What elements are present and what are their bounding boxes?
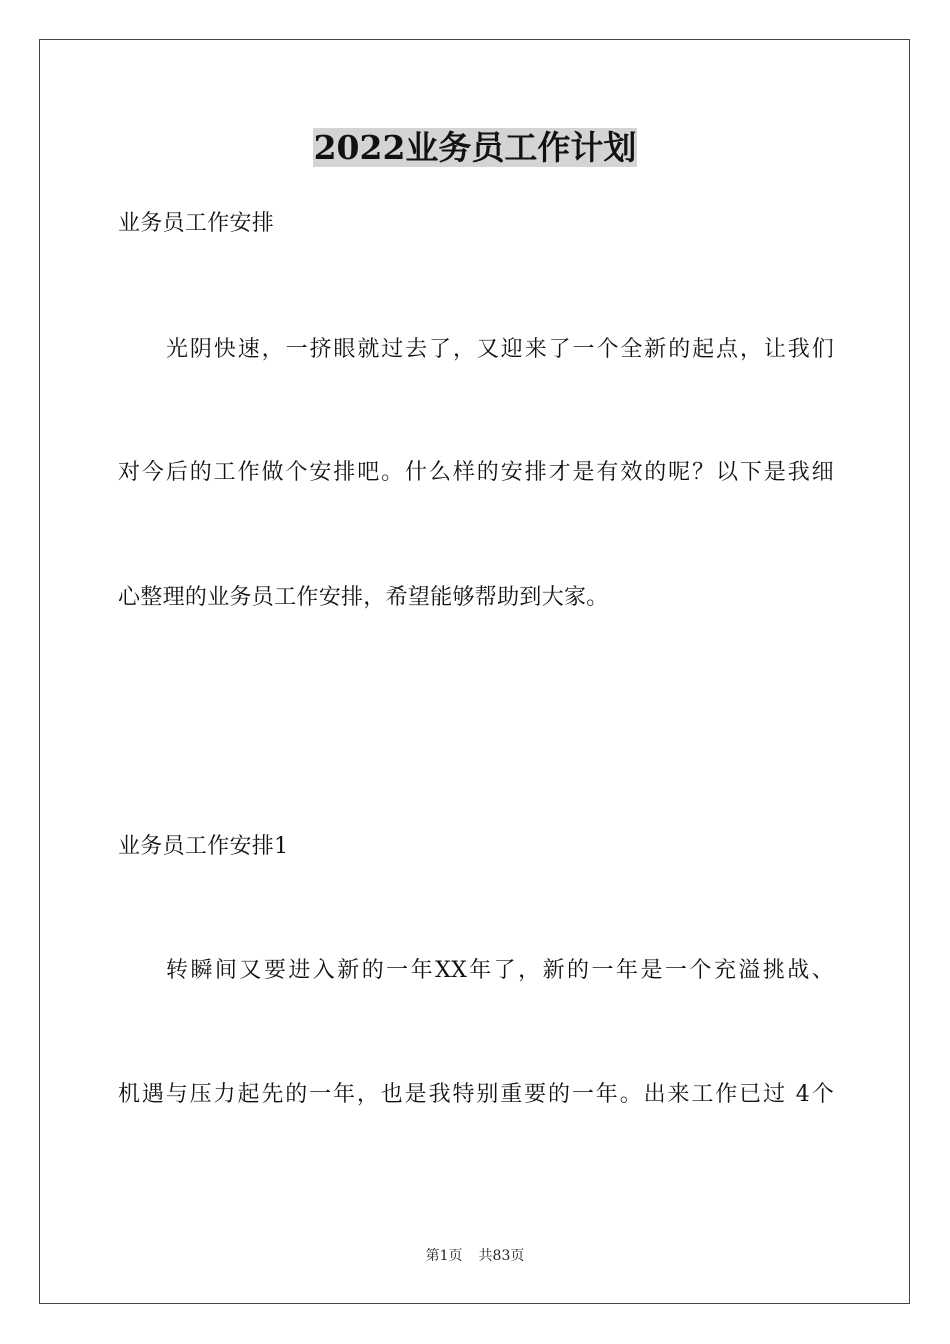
document-title (0, 126, 950, 170)
page-total: 共83页 (478, 1248, 525, 1264)
document-title-text: 2022业务员工作计划 (313, 128, 637, 167)
page-footer (0, 1246, 950, 1266)
paragraph-line: 机遇与压力起先的一年，也是我特别重要的一年。出来工作已过 4个 (118, 1082, 834, 1107)
section-heading: 业务员工作安排1 (118, 834, 289, 859)
section-heading: 业务员工作安排 (118, 211, 275, 236)
paragraph-line: 对今后的工作做个安排吧。什么样的安排才是有效的呢？以下是我细 (118, 460, 834, 485)
paragraph-line: 转瞬间又要进入新的一年XX年了，新的一年是一个充溢挑战、 (166, 958, 834, 983)
paragraph-line: 光阴快速，一挤眼就过去了，又迎来了一个全新的起点，让我们 (166, 337, 834, 362)
page-number: 第1页 (425, 1248, 463, 1264)
paragraph-line: 心整理的业务员工作安排，希望能够帮助到大家。 (118, 585, 609, 610)
